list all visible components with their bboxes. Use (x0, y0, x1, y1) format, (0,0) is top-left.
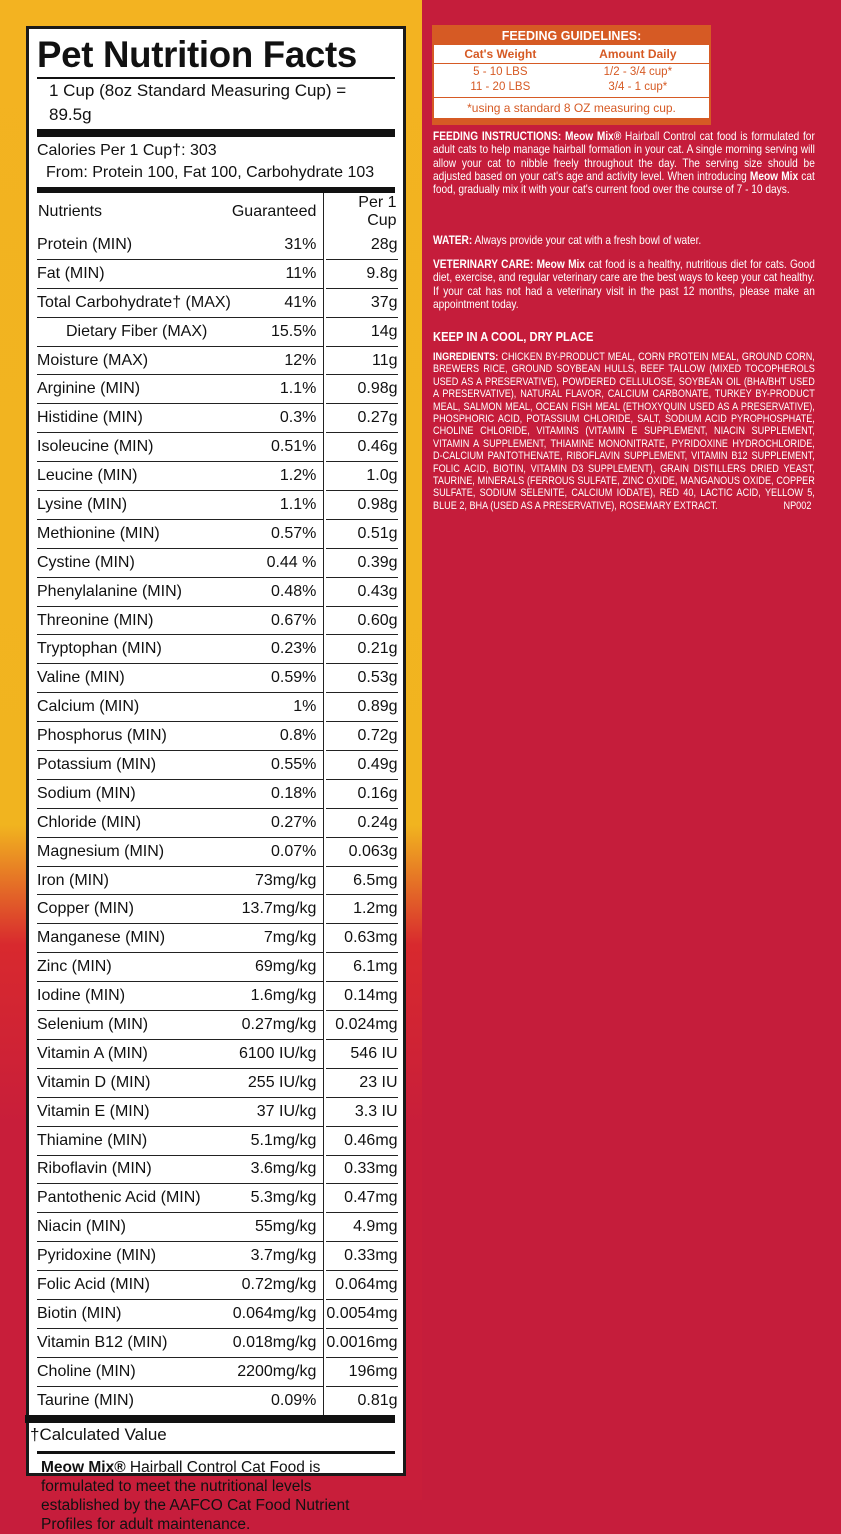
table-row (37, 288, 398, 317)
nutrient-name: Total Carbohydrate† (MAX) (37, 288, 231, 317)
table-row (37, 895, 398, 924)
table-row (37, 1126, 398, 1155)
guaranteed-value: 0.55% (231, 751, 324, 780)
per-cup-value: 3.3 IU (326, 1097, 397, 1126)
guaranteed-value: 0.27mg/kg (231, 1011, 324, 1040)
table-row (37, 433, 398, 462)
table-row (37, 779, 398, 808)
per-cup-value: 0.0054mg (326, 1299, 397, 1328)
nutrient-name: Pyridoxine (MIN) (37, 1242, 231, 1271)
per-cup-value: 0.63mg (326, 924, 397, 953)
nutrient-name: Histidine (MIN) (37, 404, 231, 433)
nutrient-name: Phenylalanine (MIN) (37, 577, 231, 606)
table-row (37, 1357, 398, 1386)
nutrient-name: Iodine (MIN) (37, 982, 231, 1011)
per-cup-value: 0.33mg (326, 1242, 397, 1271)
nutrient-name: Methionine (MIN) (37, 519, 231, 548)
per-cup-value: 9.8g (326, 259, 397, 288)
table-row (37, 1386, 398, 1414)
guidelines-row (434, 80, 709, 97)
per-cup-value: 0.47mg (326, 1184, 397, 1213)
guaranteed-value: 0.23% (231, 635, 324, 664)
water-label: WATER: (433, 233, 473, 247)
footnote: †Calculated Value (25, 1415, 395, 1447)
per-cup-value: 0.53g (326, 664, 397, 693)
nutrient-name: Vitamin D (MIN) (37, 1068, 231, 1097)
per-cup-value: 0.43g (326, 577, 397, 606)
table-row (37, 866, 398, 895)
per-cup-value: 0.98g (326, 491, 397, 520)
table-row (37, 953, 398, 982)
guaranteed-value: 41% (231, 288, 324, 317)
nutrient-name: Dietary Fiber (MAX) (37, 317, 231, 346)
divider (37, 129, 395, 137)
calories-line: Calories Per 1 Cup†: 303 (37, 142, 217, 159)
per-cup-value: 28g (326, 231, 397, 259)
table-row (37, 548, 398, 577)
per-cup-value: 0.27g (326, 404, 397, 433)
guaranteed-value: 0.51% (231, 433, 324, 462)
table-row (37, 1097, 398, 1126)
guaranteed-value: 3.6mg/kg (231, 1155, 324, 1184)
nutrient-name: Fat (MIN) (37, 259, 231, 288)
table-row (37, 808, 398, 837)
per-cup-value: 0.39g (326, 548, 397, 577)
nutrient-name: Biotin (MIN) (37, 1299, 231, 1328)
table-row (37, 693, 398, 722)
aafco-brand: Meow Mix® (41, 1458, 126, 1476)
water-text: Always provide your cat with a fresh bowl of water. (472, 233, 702, 247)
per-cup-value: 6.5mg (326, 866, 397, 895)
table-row (37, 837, 398, 866)
guaranteed-value: 69mg/kg (231, 953, 324, 982)
nutrient-name: Threonine (MIN) (37, 606, 231, 635)
table-row (37, 635, 398, 664)
guidelines-col-weight: Cat's Weight (434, 45, 567, 64)
guaranteed-value: 1.1% (231, 375, 324, 404)
veterinary-care (433, 258, 815, 311)
guaranteed-value: 2200mg/kg (231, 1357, 324, 1386)
guaranteed-value: 73mg/kg (231, 866, 324, 895)
guaranteed-value: 5.3mg/kg (231, 1184, 324, 1213)
nutrition-title: Pet Nutrition Facts (37, 34, 357, 75)
table-row (37, 1299, 398, 1328)
guaranteed-value: 255 IU/kg (231, 1068, 324, 1097)
table-row (37, 1155, 398, 1184)
weight-cell: 5 - 10 LBS (473, 66, 528, 78)
table-row (37, 404, 398, 433)
per-cup-value: 0.24g (326, 808, 397, 837)
guidelines-table (434, 45, 709, 97)
vet-text: cat food is a healthy, nutritious diet for cats. Good diet, exercise, and regular veterinary care are the best ways to keep your cat healthy. If your cat has not had a veterinary visit in the past 12 months, please make an appointment today. (433, 257, 815, 311)
nutrient-name: Phosphorus (MIN) (37, 722, 231, 751)
vet-label: VETERINARY CARE: Meow Mix (433, 257, 586, 271)
guaranteed-value: 31% (231, 231, 324, 259)
table-row (37, 924, 398, 953)
table-row (37, 1271, 398, 1300)
guaranteed-value: 0.67% (231, 606, 324, 635)
header-guaranteed: Guaranteed (231, 203, 317, 220)
nutrient-name: Calcium (MIN) (37, 693, 231, 722)
header-nutrients: Nutrients (38, 203, 103, 220)
per-cup-value: 1.2mg (326, 895, 397, 924)
per-cup-value: 1.0g (326, 462, 397, 491)
per-cup-value: 23 IU (326, 1068, 397, 1097)
per-cup-value: 11g (326, 346, 397, 375)
serving-size: 1 Cup (8oz Standard Measuring Cup) = 89.5g (37, 77, 395, 129)
nutrient-name: Potassium (MIN) (37, 751, 231, 780)
table-row (37, 231, 398, 259)
per-cup-value: 37g (326, 288, 397, 317)
nutrient-name: Lysine (MIN) (37, 491, 231, 520)
table-row (37, 1184, 398, 1213)
table-row (37, 722, 398, 751)
guaranteed-value: 0.07% (231, 837, 324, 866)
guaranteed-value: 1.2% (231, 462, 324, 491)
guaranteed-value: 6100 IU/kg (231, 1039, 324, 1068)
guaranteed-value: 0.018mg/kg (231, 1328, 324, 1357)
nutrition-facts-panel (26, 26, 406, 1533)
nutrient-name: Choline (MIN) (37, 1357, 231, 1386)
per-cup-value: 0.46mg (326, 1126, 397, 1155)
nutrient-name: Moisture (MAX) (37, 346, 231, 375)
nutrient-name: Vitamin E (MIN) (37, 1097, 231, 1126)
per-cup-value: 0.72g (326, 722, 397, 751)
per-cup-value: 0.89g (326, 693, 397, 722)
guaranteed-value: 37 IU/kg (231, 1097, 324, 1126)
amount-cell: 3/4 - 1 cup* (608, 81, 668, 93)
nutrient-name: Protein (MIN) (37, 231, 231, 259)
ingredients-label: INGREDIENTS: (433, 351, 499, 363)
table-row (37, 491, 398, 520)
amount-cell: 1/2 - 3/4 cup* (603, 66, 673, 78)
storage-note: KEEP IN A COOL, DRY PLACE (433, 329, 594, 344)
table-row (37, 577, 398, 606)
per-cup-value: 0.51g (326, 519, 397, 548)
nutrient-name: Sodium (MIN) (37, 779, 231, 808)
table-row (37, 375, 398, 404)
per-cup-value: 0.14mg (326, 982, 397, 1011)
nutrient-name: Niacin (MIN) (37, 1213, 231, 1242)
table-row (37, 1328, 398, 1357)
ingredients (433, 351, 815, 512)
table-row (37, 606, 398, 635)
per-cup-value: 0.98g (326, 375, 397, 404)
nutrient-name: Zinc (MIN) (37, 953, 231, 982)
table-row (37, 1213, 398, 1242)
red-background (422, 0, 841, 1500)
nutrient-name: Iron (MIN) (37, 866, 231, 895)
aafco-text: Hairball Control Cat Food is formulated to meet the nutritional levels established by the AAFCO Cat Food Nutrient Profiles for adult maintenance. (41, 1458, 350, 1533)
nutrient-name: Vitamin A (MIN) (37, 1039, 231, 1068)
guaranteed-value: 0.09% (271, 1391, 317, 1409)
per-cup-value: 0.063g (326, 837, 397, 866)
feeding-text-end: cat food, gradually mix it with your cat's current food over the course of 7 - 10 days. (433, 168, 815, 197)
guaranteed-value: 1% (231, 693, 324, 722)
nutrient-name: Folic Acid (MIN) (37, 1271, 231, 1300)
nutrient-name: Thiamine (MIN) (37, 1126, 231, 1155)
table-row (37, 982, 398, 1011)
guaranteed-value: 5.1mg/kg (231, 1126, 324, 1155)
table-row (37, 346, 398, 375)
guaranteed-value: 11% (231, 259, 324, 288)
guaranteed-value: 0.3% (231, 404, 324, 433)
per-cup-value: 0.60g (326, 606, 397, 635)
nutrient-rows (37, 231, 398, 1415)
ingredients-text: CHICKEN BY-PRODUCT MEAL, CORN PROTEIN MEAL, GROUND CORN, BREWERS RICE, GROUND SOYBEAN HULLS, BEEF TALLOW (MIXED TOCOPHEROLS USED AS A PRESERVATIVE), POWDERED CELLULOSE, SOYBEAN OIL (BHA/BHT USED A PRESERVATIVE), NATURAL FLAVOR, CALCIUM CARBONATE, TURKEY BY-PRODUCT MEAL, SALMON MEAL, OCEAN FISH MEAL (ETHOXYQUIN USED AS A PRESERVATIVE), PHOSPHORIC ACID, POTASSIUM CHLORIDE, SALT, SODIUM ACID PYROPHOSPHATE, CHOLINE CHLORIDE, VITAMINS (VITAMIN E SUPPLEMENT, NIACIN SUPPLEMENT, VITAMIN A SUPPLEMENT, THIAMINE MONONITRATE, PYRIDOXINE HYDROCHLORIDE, D-CALCIUM PANTOTHENATE, RIBOFLAVIN SUPPLEMENT, VITAMIN B12 SUPPLEMENT, FOLIC ACID, BIOTIN, VITAMIN D3 SUPPLEMENT), GRAIN DISTILLERS DRIED YEAST, TAURINE, MINERALS (FERROUS SULFATE, ZINC OXIDE, MANGANOUS OXIDE, COPPER SULFATE, SODIUM SELENITE, CALCIUM IODATE), RED 40, LACTIC ACID, YELLOW 5, BLUE 2, BHA (USED AS A PRESERVATIVE), ROSEMARY EXTRACT. (433, 351, 815, 512)
guaranteed-value: 0.27% (231, 808, 324, 837)
guaranteed-value: 0.57% (231, 519, 324, 548)
per-cup-value: 4.9mg (326, 1213, 397, 1242)
water-instructions (433, 234, 815, 247)
guidelines-col-amount: Amount Daily (567, 45, 709, 64)
guaranteed-value: 55mg/kg (231, 1213, 324, 1242)
aafco-statement (37, 1451, 395, 1534)
per-cup-value: 0.064mg (326, 1271, 397, 1300)
feeding-instructions (433, 130, 815, 196)
guidelines-row (434, 64, 709, 81)
guaranteed-value: 1.1% (231, 491, 324, 520)
table-row (37, 317, 398, 346)
feeding-label: FEEDING INSTRUCTIONS: Meow Mix® (433, 129, 622, 143)
calories-from: From: Protein 100, Fat 100, Carbohydrate 103 (46, 164, 375, 181)
guidelines-title: FEEDING GUIDELINES: (501, 29, 642, 43)
nutrient-name: Arginine (MIN) (37, 375, 231, 404)
guaranteed-value: 1.6mg/kg (231, 982, 324, 1011)
table-row (37, 751, 398, 780)
per-cup-value: 0.024mg (326, 1011, 397, 1040)
calories-block (37, 137, 395, 187)
table-row (37, 664, 398, 693)
guaranteed-value: 13.7mg/kg (231, 895, 324, 924)
nutrient-name: Magnesium (MIN) (37, 837, 231, 866)
guaranteed-value: 0.48% (231, 577, 324, 606)
per-cup-value: 0.16g (326, 779, 397, 808)
guidelines-note: *using a standard 8 OZ measuring cup. (434, 97, 709, 118)
table-header (37, 193, 398, 231)
per-cup-value: 0.49g (326, 751, 397, 780)
nutrient-name: Copper (MIN) (37, 895, 231, 924)
nutrient-name: Manganese (MIN) (37, 924, 231, 953)
per-cup-value: 196mg (326, 1357, 397, 1386)
per-cup-value: 0.21g (326, 635, 397, 664)
nutrient-name: Tryptophan (MIN) (37, 635, 231, 664)
table-row (37, 259, 398, 288)
guaranteed-value: 15.5% (231, 317, 324, 346)
table-row (37, 519, 398, 548)
nutrient-name: Leucine (MIN) (37, 462, 231, 491)
table-row (37, 462, 398, 491)
guaranteed-value: 3.7mg/kg (231, 1242, 324, 1271)
per-cup-value: 546 IU (326, 1039, 397, 1068)
header-per-cup: Per 1 Cup (358, 194, 397, 229)
guidelines-body (434, 45, 709, 118)
guaranteed-value: 0.064mg/kg (231, 1299, 324, 1328)
guaranteed-value: 0.18% (231, 779, 324, 808)
table-row (37, 1242, 398, 1271)
per-cup-value: 6.1mg (326, 953, 397, 982)
guaranteed-value: 0.8% (231, 722, 324, 751)
feeding-guidelines-box (432, 25, 711, 125)
product-code: NP002 (783, 499, 812, 512)
nutrient-name: Chloride (MIN) (37, 808, 231, 837)
guaranteed-value: 0.44 % (231, 548, 324, 577)
nutrient-name: Pantothenic Acid (MIN) (37, 1184, 231, 1213)
guaranteed-value: 12% (231, 346, 324, 375)
nutrient-name: Vitamin B12 (MIN) (37, 1328, 231, 1357)
feeding-brand: Meow Mix (749, 168, 799, 183)
feeding-text: Hairball Control cat food is formulated for adult cats to help manage hairball formation in your cat. A single morning serving will allow your cat to nibble freely throughout the day. The serving size should be adjusted based on your cat's age and activity level. When introducing (433, 129, 815, 183)
nutrient-name: Selenium (MIN) (37, 1011, 231, 1040)
per-cup-value: 0.81g (357, 1391, 398, 1409)
per-cup-value: 0.0016mg (326, 1328, 397, 1357)
weight-cell: 11 - 20 LBS (470, 81, 531, 93)
nutrient-name: Taurine (MIN) (37, 1391, 134, 1409)
guaranteed-value: 0.72mg/kg (231, 1271, 324, 1300)
nutrient-name: Cystine (MIN) (37, 548, 231, 577)
guaranteed-value: 7mg/kg (231, 924, 324, 953)
table-row (37, 1011, 398, 1040)
guaranteed-value: 0.59% (231, 664, 324, 693)
nutrient-table (37, 193, 398, 1415)
nutrient-name: Riboflavin (MIN) (37, 1155, 231, 1184)
nutrient-name: Valine (MIN) (37, 664, 231, 693)
per-cup-value: 0.46g (326, 433, 397, 462)
per-cup-value: 14g (326, 317, 397, 346)
per-cup-value: 0.33mg (326, 1155, 397, 1184)
nutrient-name: Isoleucine (MIN) (37, 433, 231, 462)
table-row (37, 1039, 398, 1068)
table-row (37, 1068, 398, 1097)
